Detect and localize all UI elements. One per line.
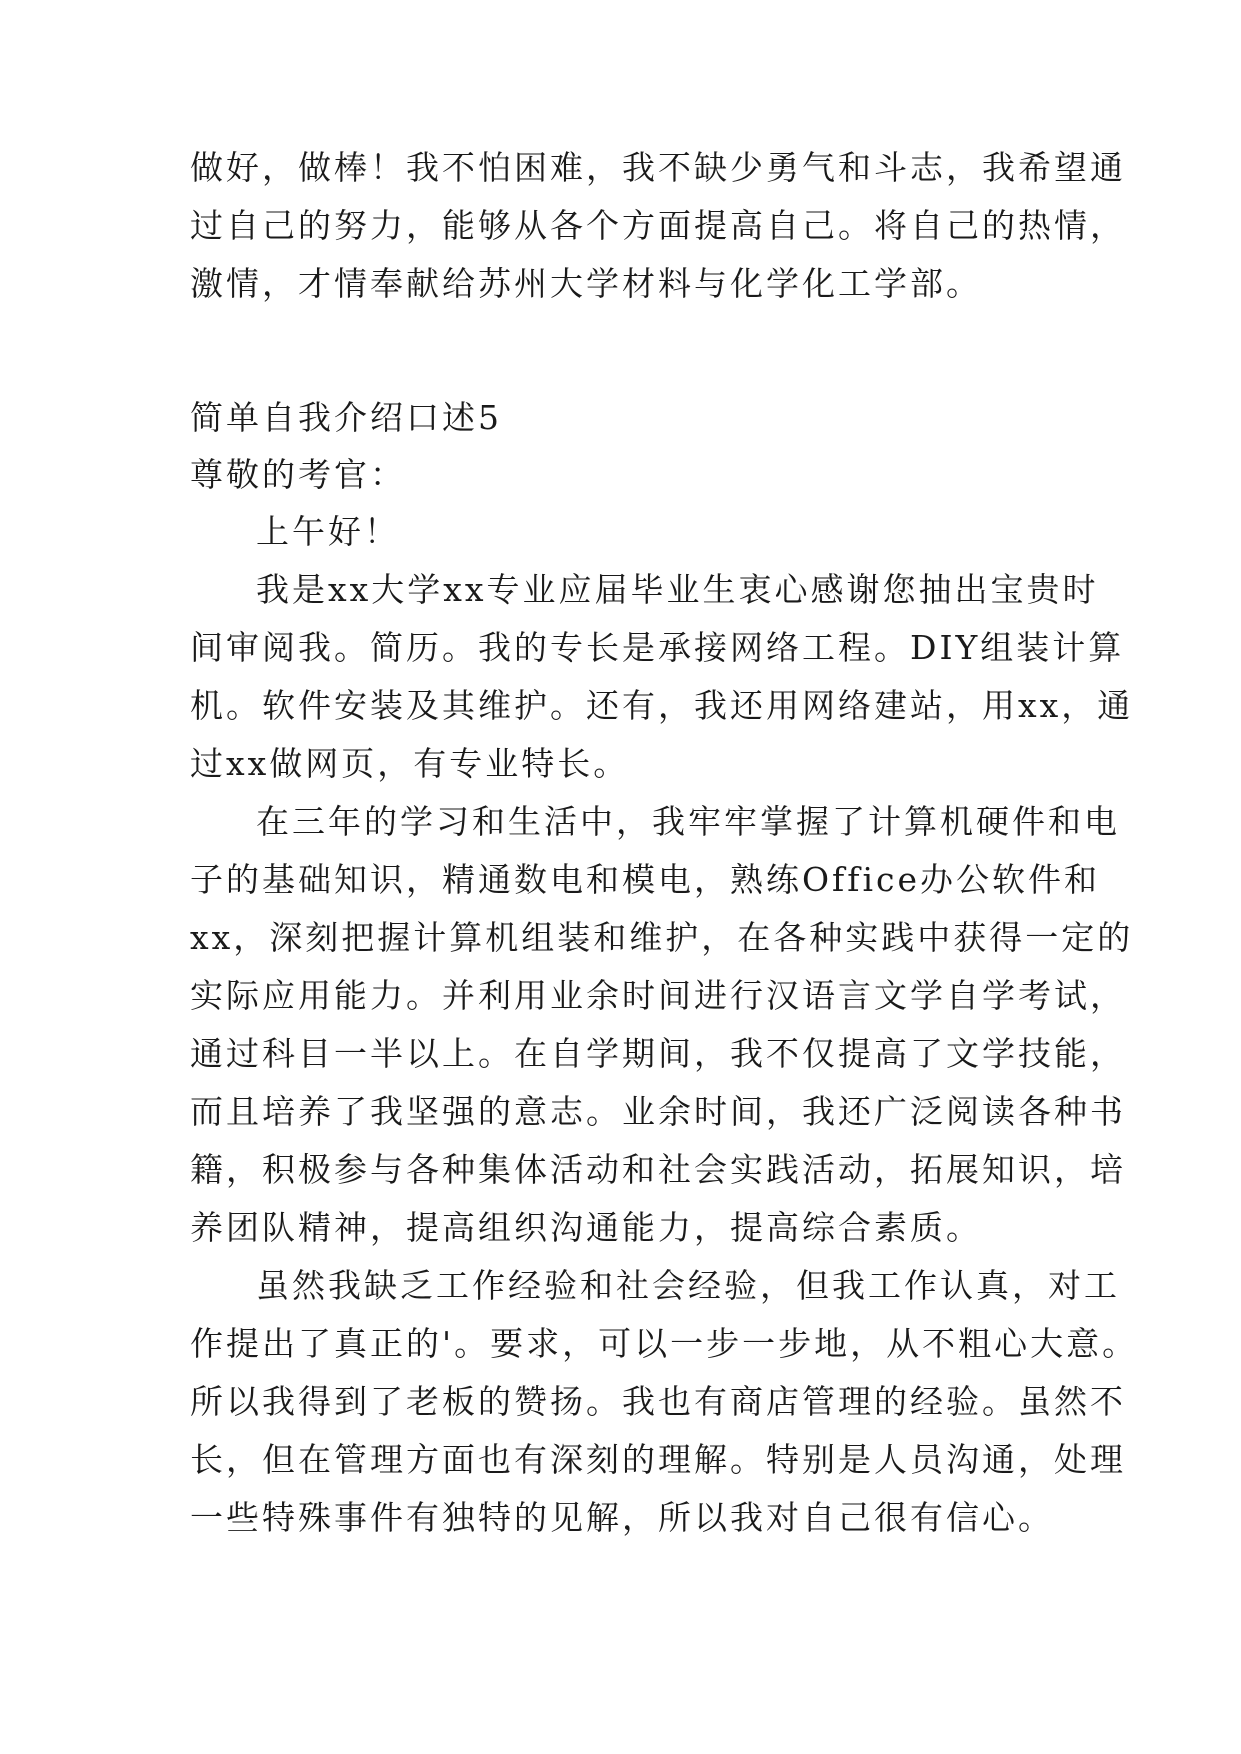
paragraph-line: 我是xx大学xx专业应届毕业生衷心感谢您抽出宝贵时 <box>256 570 1099 609</box>
paragraph-line: 而且培养了我坚强的意志。业余时间，我还广泛阅读各种书 <box>190 1092 1126 1131</box>
paragraph-line: 实际应用能力。并利用业余时间进行汉语言文学自学考试， <box>190 976 1126 1015</box>
paragraph-line: 机。软件安装及其维护。还有，我还用网络建站，用xx，通 <box>190 686 1134 725</box>
paragraph-line: 虽然我缺乏工作经验和社会经验，但我工作认真，对工 <box>256 1266 1120 1305</box>
paragraph-line: 长，但在管理方面也有深刻的理解。特别是人员沟通，处理 <box>190 1440 1126 1479</box>
paragraph-line: 所以我得到了老板的赞扬。我也有商店管理的经验。虽然不 <box>190 1382 1126 1421</box>
paragraph-line: xx，深刻把握计算机组装和维护，在各种实践中获得一定的 <box>190 918 1134 957</box>
greeting: 上午好！ <box>256 512 400 551</box>
salutation: 尊敬的考官： <box>190 455 406 494</box>
paragraph-line: 在三年的学习和生活中，我牢牢掌握了计算机硬件和电 <box>256 802 1120 841</box>
body-line: 做好，做棒！我不怕困难，我不缺少勇气和斗志，我希望通 <box>190 148 1126 187</box>
paragraph-line: 作提出了真正的'。要求，可以一步一步地，从不粗心大意。 <box>190 1324 1139 1363</box>
body-line: 激情，才情奉献给苏州大学材料与化学化工学部。 <box>190 264 982 303</box>
paragraph-line: 一些特殊事件有独特的见解，所以我对自己很有信心。 <box>190 1498 1054 1537</box>
section-title: 简单自我介绍口述5 <box>190 398 502 437</box>
paragraph-line: 间审阅我。简历。我的专长是承接网络工程。DIY组装计算 <box>190 628 1125 667</box>
paragraph-line: 养团队精神，提高组织沟通能力，提高综合素质。 <box>190 1208 982 1247</box>
paragraph-line: 籍，积极参与各种集体活动和社会实践活动，拓展知识，培 <box>190 1150 1126 1189</box>
paragraph-line: 通过科目一半以上。在自学期间，我不仅提高了文学技能， <box>190 1034 1126 1073</box>
body-line: 过自己的努力，能够从各个方面提高自己。将自己的热情， <box>190 206 1126 245</box>
paragraph-line: 过xx做网页，有专业特长。 <box>190 744 630 783</box>
paragraph-line: 子的基础知识，精通数电和模电，熟练Office办公软件和 <box>190 860 1101 899</box>
